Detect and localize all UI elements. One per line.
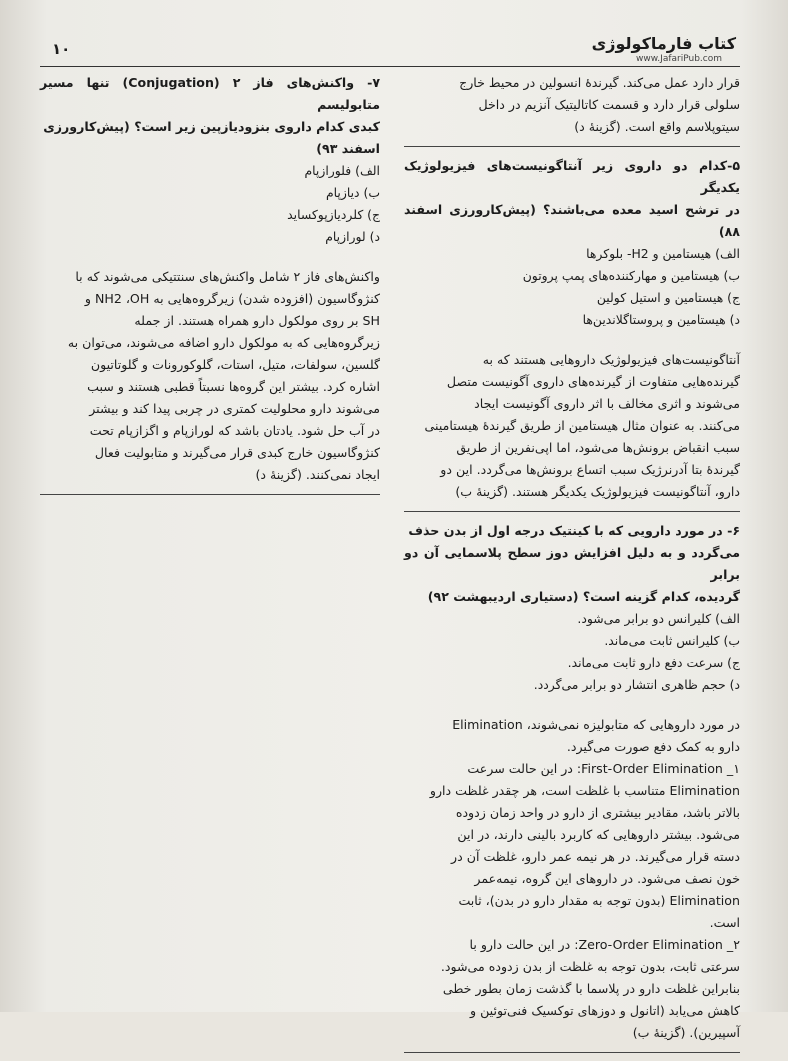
question-7-option: ب) دیازپام (325, 185, 380, 200)
question-7-line: کبدی کدام داروی بنزودیازپین زیر است؟ (پیش‌کارورزی (43, 119, 380, 134)
question-5-option: الف) هیستامین و H2- بلوکرها (586, 246, 740, 261)
answer-7-line: می‌شوند دارو محلولیت کمتری در چربی پیدا کند و بیشتر (89, 401, 380, 416)
answer-5-line: سبب انقباض برونش‌ها می‌شود، اما اپی‌نفرین از طریق (456, 440, 740, 455)
answer-6-line: آسپیرین). (گزینهٔ ب) (632, 1025, 740, 1040)
answer-5-line: آنتاگونیست‌های فیزیولوژیک داروهایی هستند که به (482, 352, 740, 367)
header-rule (40, 66, 740, 67)
answer-5-line: می‌شوند و اثری مخالف با اثر داروی آگونیست ایجاد (474, 396, 740, 411)
answer-7-line: کنژوگاسیون (افزوده شدن) زیرگروه‌هایی به NH2 ،OH و (84, 291, 380, 306)
answer-7-line: در آب حل شود. یادتان باشد که لورازپام و اگزازپام تحت (89, 423, 380, 438)
question-6-option: ب) کلیرانس ثابت می‌ماند. (604, 633, 740, 648)
section-rule (404, 146, 740, 147)
question-5-line: در ترشح اسید معده می‌باشند؟ (پیش‌کارورزی اسفند ۸۸) (404, 202, 740, 239)
answer-6-line: دسته قرار می‌گیرند. در هر نیمه عمر دارو، غلظت آن در (451, 849, 740, 864)
question-6-option: ج) سرعت دفع دارو ثابت می‌ماند. (567, 655, 740, 670)
answer-5-line: گیرنده‌هایی متفاوت از گیرنده‌های داروی آگونیست متصل (446, 374, 740, 389)
answer-6-line: در مورد داروهایی که متابولیزه نمی‌شوند، Elimination (452, 717, 740, 732)
question-5-option: ب) هیستامین و مهارکننده‌های پمپ پروتون (522, 268, 740, 283)
question-6-line: ۶- در مورد دارویی که با کینتیک درجه اول از بدن حذف (408, 523, 740, 538)
section-rule (40, 494, 380, 495)
question-7-option: ج) کلردیازپوکساید (287, 207, 380, 222)
question-6-line: گردیده، کدام گزینه است؟ (دستیاری اردیبهشت ۹۲) (427, 589, 740, 604)
question-7-option: د) لورازپام (325, 229, 380, 244)
question-7-option: الف) فلورازپام (304, 163, 380, 178)
answer-6-line: ۱_ First-Order Elimination: در این حالت سرعت (467, 761, 740, 776)
answer-6-line: Elimination متناسب با غلظت است، هر چقدر غلظت دارو (429, 783, 740, 798)
right-column (404, 72, 740, 1061)
answer-7-line: گلسین، سولفات، متیل، استات، گلوکورونات و گلوتاتیون (90, 357, 380, 372)
question-6-option: الف) کلیرانس دو برابر می‌شود. (577, 611, 740, 626)
running-title: کتاب فارماکولوژی (591, 34, 736, 53)
intro-line: قرار دارد عمل می‌کند. گیرندهٔ انسولین در محیط خارج (459, 75, 740, 90)
page-number: ۱۰ (52, 40, 71, 58)
question-5-option: د) هیستامین و پروستاگلاندین‌ها (582, 312, 740, 327)
answer-6-line: بالاتر باشد، مقادیر بیشتری از دارو در واحد زمان زدوده (455, 805, 740, 820)
intro-line: سلولی قرار دارد و قسمت کاتالیتیک آنزیم در داخل (478, 97, 740, 112)
answer-7-line: زیرگروه‌هایی که به مولکول دارو اضافه می‌شوند، می‌توان به (67, 335, 380, 350)
answer-7-line: ایجاد نمی‌کنند. (گزینهٔ د) (255, 467, 380, 482)
question-5-option: ج) هیستامین و استیل کولین (596, 290, 740, 305)
answer-7-line: اشاره کرد. بیشتر این گروه‌ها نسبتاً قطبی هستند و سبب (87, 379, 380, 394)
answer-6-line: کاهش می‌یابد (اتانول و دوزهای توکسیک فنی‌توئین و (470, 1003, 740, 1018)
answer-6-line: سرعتی ثابت، بدون توجه به غلظت از بدن زدوده می‌شود. (440, 959, 740, 974)
section-rule (404, 1052, 740, 1053)
question-5-line: ۵-کدام دو داروی زیر آنتاگونیست‌های فیزیولوژیک یکدیگر (404, 158, 740, 195)
answer-6-line: دارو به کمک دفع صورت می‌گیرد. (566, 739, 740, 754)
left-column (40, 72, 380, 503)
answer-6-line: می‌شود. بیشتر داروهایی که کاربرد بالینی دارند، در این (457, 827, 740, 842)
answer-6-line: بنابراین غلظت دارو در پلاسما با گذشت زمان بطور خطی (442, 981, 740, 996)
intro-line: سیتوپلاسم واقع است. (گزینهٔ د) (574, 119, 740, 134)
answer-5-line: دارو، آنتاگونیست فیزیولوژیک یکدیگر هستند. (گزینهٔ ب) (455, 484, 740, 499)
answer-5-line: می‌کنند. به عنوان مثال هیستامین از طریق گیرندهٔ هیستامینی (424, 418, 740, 433)
answer-7-line: کنژوگاسیون خارج کبدی قرار می‌گیرند و متابولیت فعال (94, 445, 380, 460)
publisher-logo: www.JafariPub.com (636, 54, 722, 64)
answer-5-line: گیرندهٔ بتا آدرنرژیک سبب اتساع برونش‌ها می‌گردد. این دو (440, 462, 740, 477)
question-7-line: اسفند ۹۳) (316, 141, 380, 156)
section-rule (404, 511, 740, 512)
answer-7-line: واکنش‌های فاز ۲ شامل واکنش‌های سنتتیکی می‌شوند که با (75, 269, 380, 284)
answer-7-line: SH بر روی مولکول دارو همراه هستند. از جمله (134, 313, 380, 328)
answer-6-line: خون نصف می‌شود. در داروهای این گروه، نیمه‌عمر (474, 871, 740, 886)
question-6-option: د) حجم ظاهری انتشار دو برابر می‌گردد. (533, 677, 740, 692)
question-6-line: می‌گردد و به دلیل افزایش دوز سطح پلاسمایی آن دو برابر (404, 545, 740, 582)
answer-6-line: است. (709, 915, 740, 930)
question-7-line: ۷- واکنش‌های فاز ۲ (Conjugation) تنها مسیر متابولیسم (40, 75, 380, 112)
answer-6-line: Elimination (بدون توجه به مقدار دارو در بدن)، ثابت (458, 893, 740, 908)
answer-6-line: ۲_ Zero-Order Elimination: در این حالت دارو با (469, 937, 740, 952)
